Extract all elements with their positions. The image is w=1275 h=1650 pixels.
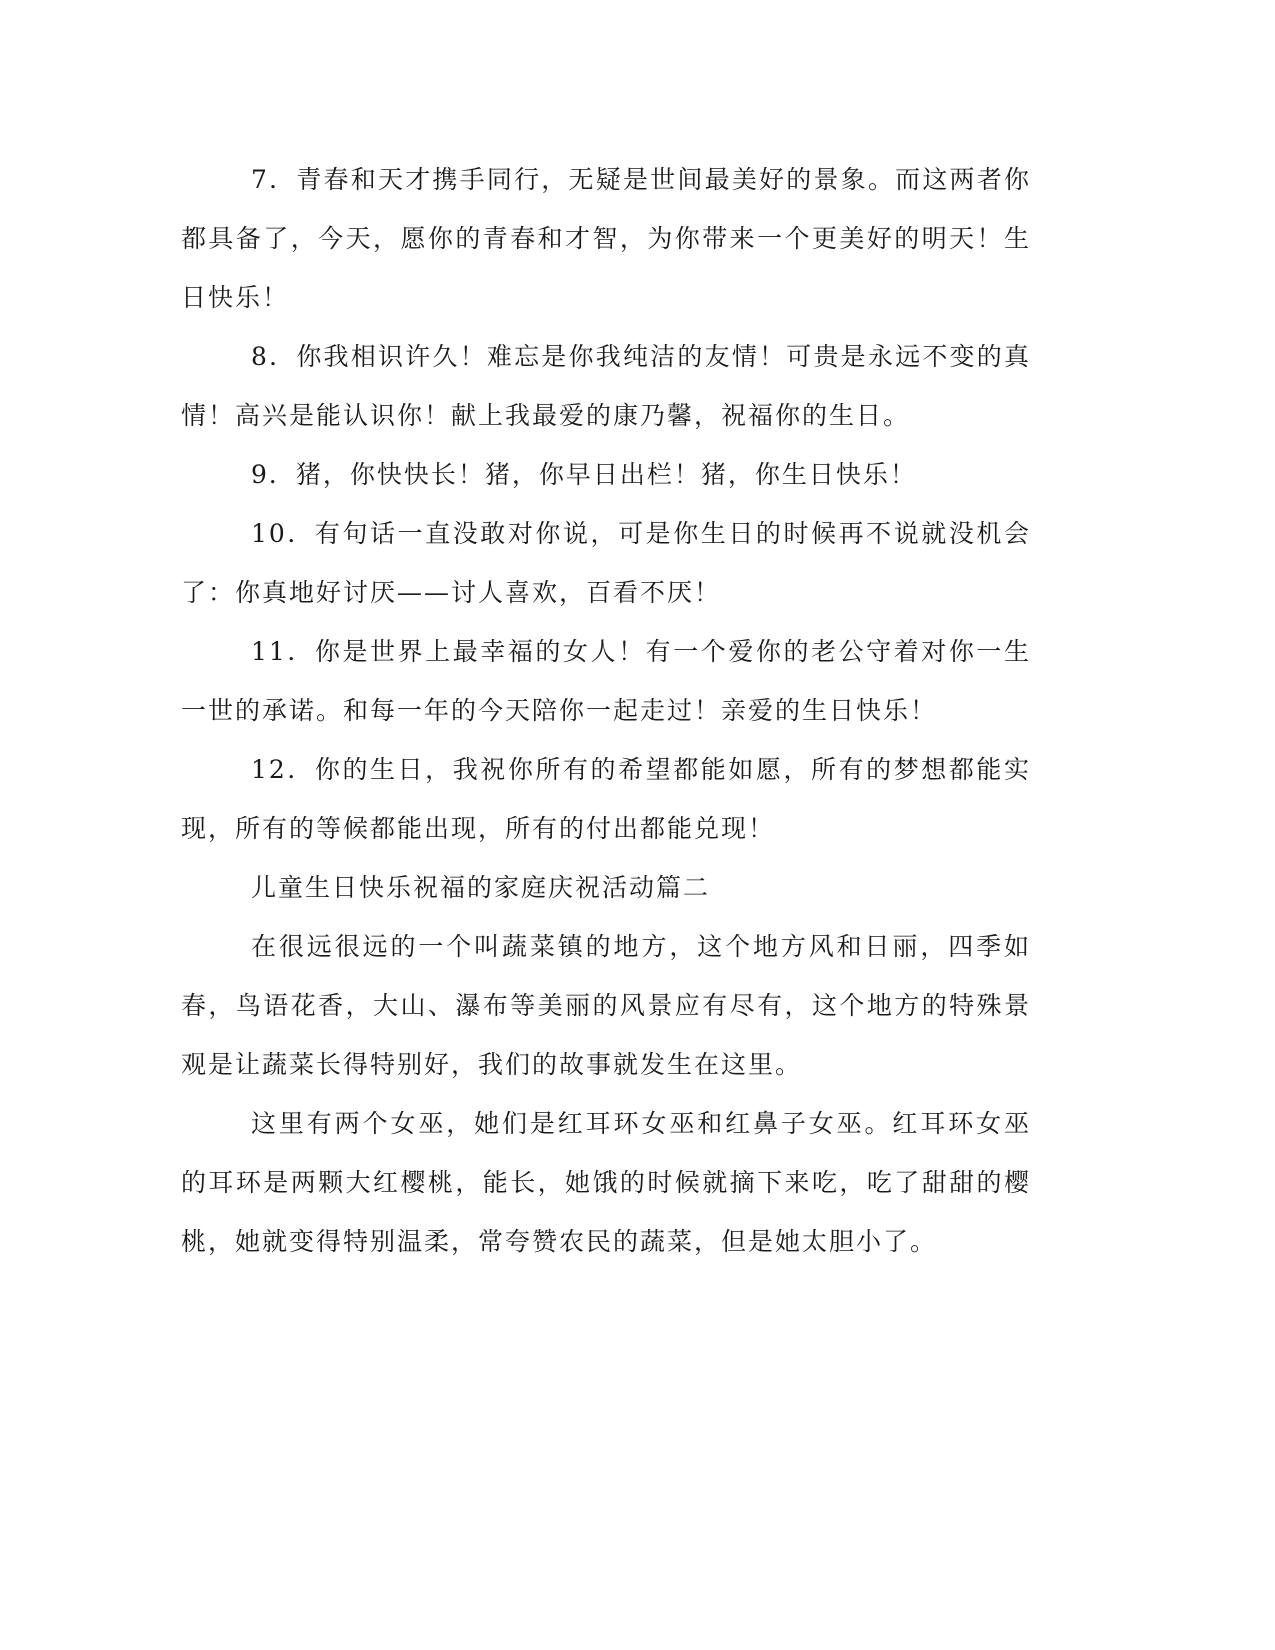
document-page [181, 150, 1031, 1271]
paragraph-wish-8: 8．你我相识许久！难忘是你我纯洁的友情！可贵是永远不变的真情！高兴是能认识你！献上我最爱的康乃馨，祝福你的生日。 [181, 342, 1031, 430]
story-paragraph-2: 这里有两个女巫，她们是红耳环女巫和红鼻子女巫。红耳环女巫的耳环是两颗大红樱桃，能长，她饿的时候就摘下来吃，吃了甜甜的樱桃，她就变得特别温柔，常夸赞农民的蔬菜，但是她太胆小了。 [181, 1109, 1031, 1256]
paragraph-wish-9: 9．猪，你快快长！猪，你早日出栏！猪，你生日快乐！ [251, 460, 917, 489]
paragraph-wish-7: 7．青春和天才携手同行，无疑是世间最美好的景象。而这两者你都具备了，今天，愿你的青春和才智，为你带来一个更美好的明天！生日快乐！ [181, 165, 1031, 312]
section-heading: 儿童生日快乐祝福的家庭庆祝活动篇二 [251, 873, 711, 902]
paragraph-wish-10: 10．有句话一直没敢对你说，可是你生日的时候再不说就没机会了：你真地好讨厌——讨人喜欢，百看不厌！ [181, 519, 1031, 607]
paragraph-wish-12: 12．你的生日，我祝你所有的希望都能如愿，所有的梦想都能实现，所有的等候都能出现，所有的付出都能兑现！ [181, 755, 1031, 843]
paragraph-wish-11: 11．你是世界上最幸福的女人！有一个爱你的老公守着对你一生一世的承诺。和每一年的今天陪你一起走过！亲爱的生日快乐！ [181, 637, 1031, 725]
story-paragraph-1: 在很远很远的一个叫蔬菜镇的地方，这个地方风和日丽，四季如春，鸟语花香，大山、瀑布等美丽的风景应有尽有，这个地方的特殊景观是让蔬菜长得特别好，我们的故事就发生在这里。 [181, 932, 1031, 1079]
